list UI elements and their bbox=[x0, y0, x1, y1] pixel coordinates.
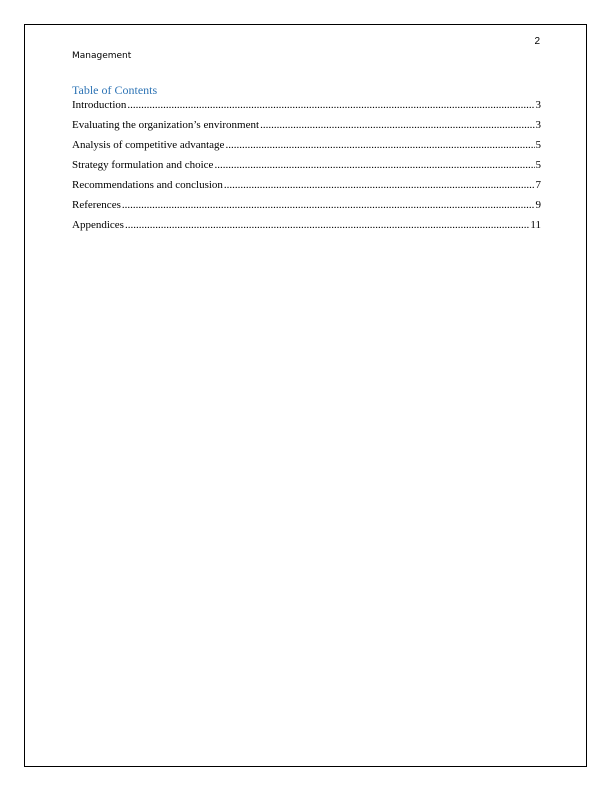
toc-entry-label: Appendices bbox=[72, 219, 124, 231]
dot-leader bbox=[260, 118, 534, 132]
toc-entry-page: 11 bbox=[530, 219, 541, 231]
toc-entry-label: Strategy formulation and choice bbox=[72, 159, 214, 171]
toc-entry-competitive-advantage[interactable] bbox=[72, 138, 541, 158]
toc-entry-page: 5 bbox=[535, 139, 541, 151]
toc-entry-page: 3 bbox=[535, 99, 541, 111]
table-of-contents bbox=[72, 84, 541, 238]
toc-entry-introduction[interactable] bbox=[72, 98, 541, 118]
dot-leader bbox=[125, 218, 529, 232]
dot-leader bbox=[225, 138, 534, 152]
toc-entry-page: 5 bbox=[535, 159, 541, 171]
toc-title: Table of Contents bbox=[72, 83, 158, 97]
toc-entry-label: Evaluating the organization’s environment bbox=[72, 119, 260, 131]
dot-leader bbox=[127, 98, 534, 112]
dot-leader bbox=[122, 198, 535, 212]
dot-leader bbox=[224, 178, 535, 192]
toc-entry-label: Introduction bbox=[72, 99, 127, 111]
toc-entry-appendices[interactable] bbox=[72, 218, 541, 238]
toc-entry-recommendations[interactable] bbox=[72, 178, 541, 198]
page-number: 2 bbox=[534, 36, 540, 47]
dot-leader bbox=[214, 158, 534, 172]
toc-entry-label: Analysis of competitive advantage bbox=[72, 139, 225, 151]
toc-entry-label: Recommendations and conclusion bbox=[72, 179, 223, 191]
toc-entry-evaluating-environment[interactable] bbox=[72, 118, 541, 138]
toc-entry-page: 9 bbox=[535, 199, 541, 211]
toc-entry-references[interactable] bbox=[72, 198, 541, 218]
toc-entry-label: References bbox=[72, 199, 121, 211]
running-header: Management bbox=[72, 51, 132, 61]
toc-entry-page: 3 bbox=[535, 119, 541, 131]
toc-entry-page: 7 bbox=[535, 179, 541, 191]
toc-list bbox=[72, 98, 541, 238]
toc-entry-strategy-formulation[interactable] bbox=[72, 158, 541, 178]
